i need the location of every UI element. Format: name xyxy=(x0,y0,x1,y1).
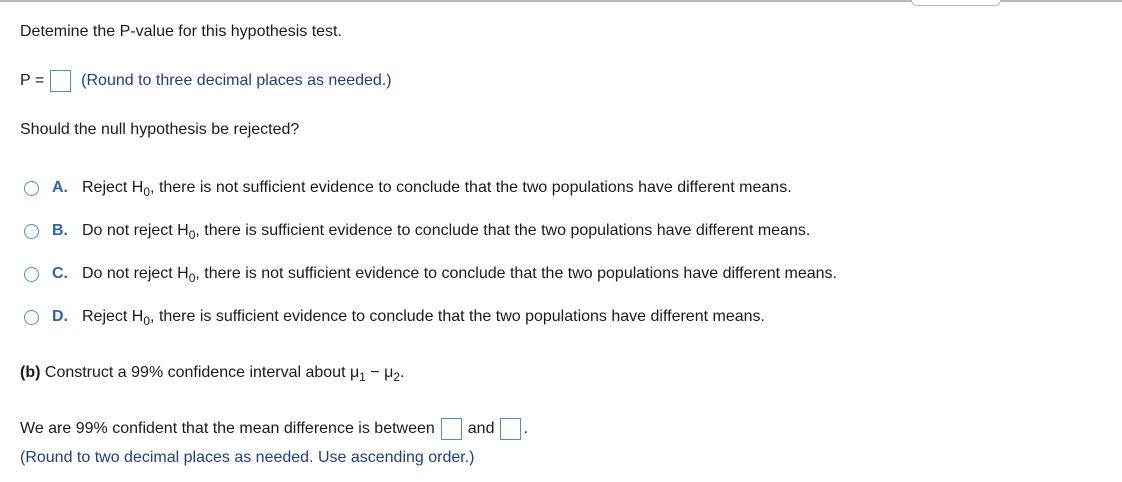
option-d[interactable] xyxy=(24,307,765,327)
option-text: Reject $H_0$, there is sufficient evidence to conclude that the two populations have different means. xyxy=(82,308,765,328)
radio-b[interactable] xyxy=(24,224,39,239)
option-text: Do not reject $H_0$, there is not sufficient evidence to conclude that the two populations have different means. xyxy=(82,265,837,285)
ci-round-hint: (Round to two decimal places as needed. Use ascending order.) xyxy=(20,449,475,466)
ci-upper-input[interactable] xyxy=(500,418,521,440)
part-b-tag: (b) xyxy=(20,364,41,381)
option-letter: C. xyxy=(52,265,68,282)
option-b[interactable] xyxy=(24,221,810,241)
radio-d[interactable] xyxy=(24,310,39,325)
part-b-heading: (b) Construct a 99% confidence interval about $\mu_1 - \mu_2$. xyxy=(20,364,405,384)
radio-c[interactable] xyxy=(24,267,39,282)
ci-lower-input[interactable] xyxy=(441,418,462,440)
pvalue-prompt: Detemine the P-value for this hypothesis test. xyxy=(20,23,342,40)
option-a[interactable] xyxy=(24,178,792,198)
p-label: P = xyxy=(20,72,45,89)
p-value-input[interactable] xyxy=(50,70,71,92)
radio-a[interactable] xyxy=(24,181,39,196)
p-round-hint: (Round to three decimal places as needed.) xyxy=(81,72,392,89)
option-text: Reject $H_0$, there is not sufficient evidence to conclude that the two populations have different means. xyxy=(82,179,792,199)
top-tab[interactable] xyxy=(911,0,1001,6)
reject-question: Should the null hypothesis be rejected? xyxy=(20,121,300,138)
option-letter: A. xyxy=(52,179,68,196)
pvalue-answer-row xyxy=(20,70,392,92)
ci-answer-row xyxy=(20,418,528,440)
ci-period: . xyxy=(523,420,528,437)
ci-prefix: We are 99% confident that the mean difference is between xyxy=(20,420,435,437)
option-c[interactable] xyxy=(24,264,837,284)
option-text: Do not reject $H_0$, there is sufficient evidence to conclude that the two populations have different means. xyxy=(82,222,811,242)
option-letter: D. xyxy=(52,308,68,325)
option-letter: B. xyxy=(52,222,68,239)
ci-and-label: and xyxy=(467,420,495,437)
